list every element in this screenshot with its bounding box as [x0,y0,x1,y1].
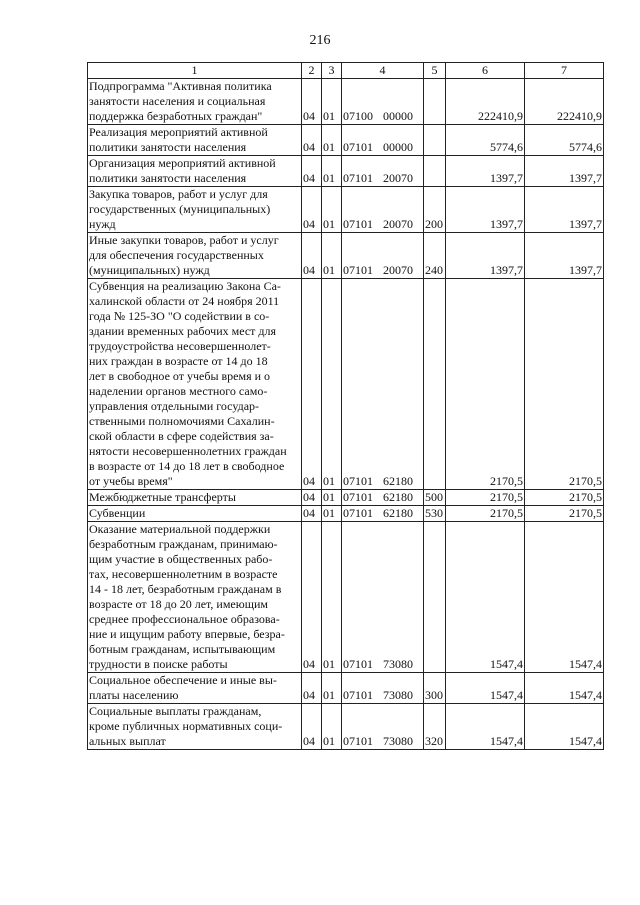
row-name: Организация мероприятий активной политики занятости населения [88,156,302,187]
row-subsection: 01 [322,673,342,704]
row-expense-type [424,79,446,125]
column-header: 7 [525,63,604,79]
row-name: Субвенция на реализацию Закона Са- халинской области от 24 ноября 2011 года № 125-ЗО "О содействии в со- здании временных рабочих мест для трудоустройства несовершеннолет- них граждан в возрасте от 14 до 18 лет в свободное от учебы время и о наделении органов местного само- управления отдельными государ- ственными полномочиями Сахалин- ской области в сфере содействия за- нятости несовершеннолетних граждан в возрасте от 14 до 18 лет в свободное от учебы время" [88,279,302,490]
row-section: 04 [302,79,322,125]
row-subsection: 01 [322,490,342,506]
row-amount-col6: 222410,9 [446,79,525,125]
row-subsection: 01 [322,233,342,279]
row-amount-col7: 1397,7 [525,156,604,187]
row-target-code: 07101 62180 [342,490,424,506]
row-name: Закупка товаров, работ и услуг для государственных (муниципальных) нужд [88,187,302,233]
row-target-code: 07101 73080 [342,704,424,750]
row-amount-col7: 1397,7 [525,233,604,279]
column-header: 3 [322,63,342,79]
row-target-code: 07101 73080 [342,522,424,673]
row-subsection: 01 [322,279,342,490]
row-name: Подпрограмма "Активная политика занятости населения и социальная поддержка безработных граждан" [88,79,302,125]
table-row [88,233,604,279]
row-amount-col7: 5774,6 [525,125,604,156]
row-name: Оказание материальной поддержки безработным гражданам, принимаю- щим участие в общественных рабо- тах, несовершеннолетним в возрасте 14 - 18 лет, безработным гражданам в возрасте от 18 до 20 лет, имеющим среднее профессиональное образова- ние и ищущим работу впервые, безра- ботным гражданам, испытывающим трудности в поиске работы [88,522,302,673]
row-amount-col7: 1547,4 [525,673,604,704]
row-name: Субвенции [88,506,302,522]
row-amount-col7: 2170,5 [525,506,604,522]
table-row [88,704,604,750]
row-target-code: 07101 20070 [342,156,424,187]
row-amount-col7: 2170,5 [525,279,604,490]
row-amount-col6: 5774,6 [446,125,525,156]
row-expense-type [424,279,446,490]
row-section: 04 [302,704,322,750]
row-subsection: 01 [322,125,342,156]
row-section: 04 [302,125,322,156]
row-amount-col6: 2170,5 [446,279,525,490]
row-expense-type [424,156,446,187]
table-row [88,156,604,187]
row-subsection: 01 [322,704,342,750]
row-expense-type: 200 [424,187,446,233]
row-target-code: 07101 00000 [342,125,424,156]
row-section: 04 [302,506,322,522]
table-row [88,506,604,522]
table-row [88,279,604,490]
row-expense-type: 500 [424,490,446,506]
column-header: 2 [302,63,322,79]
row-amount-col7: 2170,5 [525,490,604,506]
row-expense-type: 300 [424,673,446,704]
row-target-code: 07101 73080 [342,673,424,704]
row-expense-type: 240 [424,233,446,279]
table-row [88,522,604,673]
row-amount-col6: 1547,4 [446,673,525,704]
column-header: 5 [424,63,446,79]
row-section: 04 [302,187,322,233]
row-amount-col6: 2170,5 [446,506,525,522]
row-name: Межбюджетные трансферты [88,490,302,506]
row-target-code: 07100 00000 [342,79,424,125]
column-header: 4 [342,63,424,79]
row-subsection: 01 [322,522,342,673]
row-subsection: 01 [322,156,342,187]
row-subsection: 01 [322,79,342,125]
row-expense-type: 320 [424,704,446,750]
row-section: 04 [302,490,322,506]
row-target-code: 07101 20070 [342,187,424,233]
column-header: 6 [446,63,525,79]
row-name: Иные закупки товаров, работ и услуг для обеспечения государственных (муниципальных) нужд [88,233,302,279]
column-header: 1 [88,63,302,79]
table-row [88,125,604,156]
row-amount-col6: 1397,7 [446,156,525,187]
table-row [88,187,604,233]
row-amount-col7: 1547,4 [525,522,604,673]
table-row [88,79,604,125]
row-amount-col6: 2170,5 [446,490,525,506]
row-amount-col6: 1397,7 [446,187,525,233]
row-section: 04 [302,279,322,490]
row-amount-col6: 1547,4 [446,522,525,673]
row-target-code: 07101 20070 [342,233,424,279]
row-subsection: 01 [322,187,342,233]
row-section: 04 [302,522,322,673]
row-expense-type [424,125,446,156]
table-row [88,490,604,506]
row-name: Реализация мероприятий активной политики занятости населения [88,125,302,156]
row-expense-type [424,522,446,673]
row-expense-type: 530 [424,506,446,522]
row-amount-col6: 1397,7 [446,233,525,279]
page-number: 216 [309,33,331,48]
row-amount-col7: 1397,7 [525,187,604,233]
row-target-code: 07101 62180 [342,506,424,522]
row-name: Социальное обеспечение и иные вы- платы населению [88,673,302,704]
row-subsection: 01 [322,506,342,522]
row-amount-col7: 1547,4 [525,704,604,750]
row-amount-col7: 222410,9 [525,79,604,125]
budget-table [87,62,604,750]
table-header-row [88,63,604,79]
row-amount-col6: 1547,4 [446,704,525,750]
row-section: 04 [302,233,322,279]
row-section: 04 [302,156,322,187]
row-section: 04 [302,673,322,704]
row-target-code: 07101 62180 [342,279,424,490]
row-name: Социальные выплаты гражданам, кроме публичных нормативных соци- альных выплат [88,704,302,750]
table-row [88,673,604,704]
